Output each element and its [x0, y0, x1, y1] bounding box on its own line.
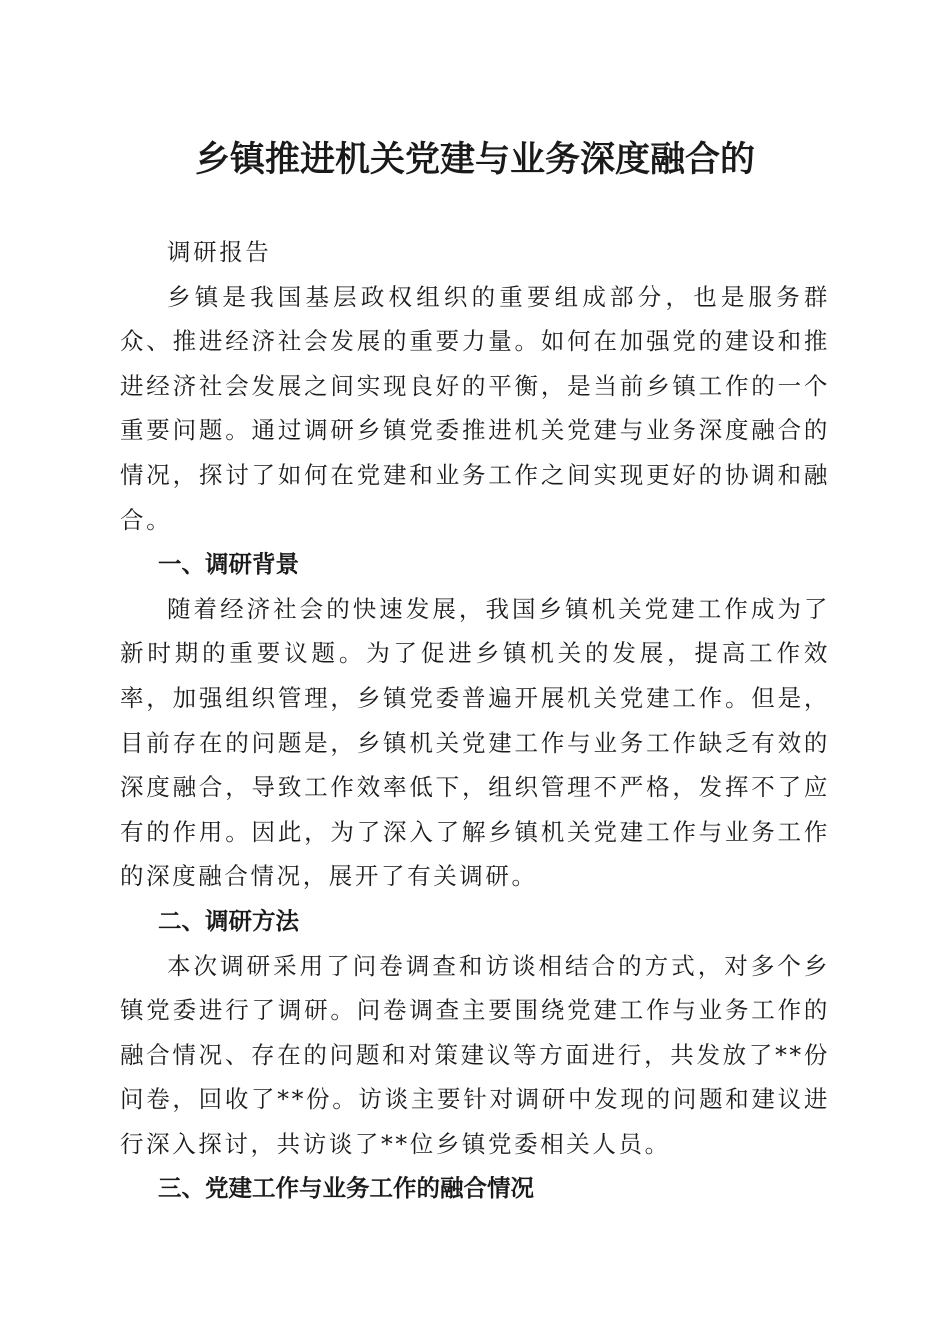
section-1-heading: 一、调研背景 — [158, 550, 299, 579]
document-body — [120, 230, 830, 1211]
intro-paragraph: 乡镇是我国基层政权组织的重要组成部分，也是服务群众、推进经济社会发展的重要力量。如何在加强党的建设和推进经济社会发展之间实现良好的平衡，是当前乡镇工作的一个重要问题。通过调研乡镇党委推进机关党建与业务深度融合的情况，探讨了如何在党建和业务工作之间实现更好的协调和融合。 — [120, 282, 830, 534]
subtitle: 调研报告 — [167, 238, 272, 266]
section-2-paragraph: 本次调研采用了问卷调查和访谈相结合的方式，对多个乡镇党委进行了调研。问卷调查主要围绕党建工作与业务工作的融合情况、存在的问题和对策建议等方面进行，共发放了**份问卷，回收了**份。访谈主要针对调研中发现的问题和建议进行深入探讨，共访谈了**位乡镇党委相关人员。 — [120, 951, 830, 1158]
section-2-heading: 二、调研方法 — [158, 906, 299, 935]
section-1-paragraph: 随着经济社会的快速发展，我国乡镇机关党建工作成为了新时期的重要议题。为了促进乡镇机关的发展，提高工作效率，加强组织管理，乡镇党委普遍开展机关党建工作。但是，目前存在的问题是，乡镇机关党建工作与业务工作缺乏有效的深度融合，导致工作效率低下，组织管理不严格，发挥不了应有的作用。因此，为了深入了解乡镇机关党建工作与业务工作的深度融合情况，展开了有关调研。 — [120, 594, 830, 891]
document-title: 乡镇推进机关党建与业务深度融合的 — [194, 139, 755, 180]
section-3-heading: 三、党建工作与业务工作的融合情况 — [158, 1174, 534, 1203]
